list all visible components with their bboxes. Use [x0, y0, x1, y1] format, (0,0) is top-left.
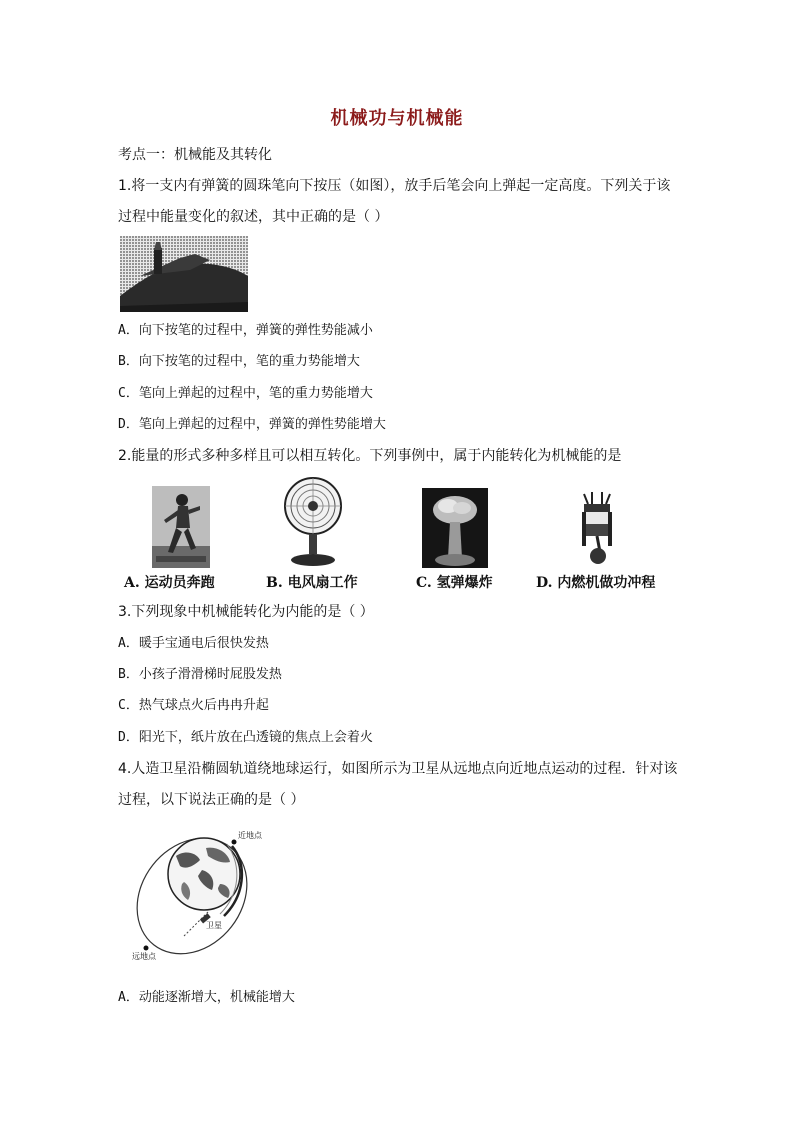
q1-option-b: B．向下按笔的过程中，笔的重力势能增大 — [118, 354, 360, 369]
q1-option-d: D．笔向上弹起的过程中，弹簧的弹性势能增大 — [118, 417, 386, 432]
q2-stem: 2.能量的形式多种多样且可以相互转化。下列事例中，属于内能转化为机械能的是 — [118, 448, 622, 464]
q3-option-a: A．暖手宝通电后很快发热 — [118, 636, 269, 651]
q4-stem-line1: 4.人造卫星沿椭圆轨道绕地球运行，如图所示为卫星从远地点向近地点运动的过程．针对该 — [118, 761, 678, 777]
q1-option-a: A．向下按笔的过程中，弹簧的弹性势能减小 — [118, 323, 373, 338]
q1-stem-line1: 1.将一支内有弹簧的圆珠笔向下按压（如图），放手后笔会向上弹起一定高度。下列关于该 — [118, 178, 671, 194]
q1-pen-photo — [120, 236, 248, 312]
q2-engine-diagram — [576, 490, 618, 568]
q4-orbit-diagram — [124, 826, 274, 962]
page-title: 机械功与机械能 — [330, 108, 464, 129]
apogee-label: 远地点 — [132, 952, 156, 961]
q2-runner-photo — [152, 486, 210, 568]
q3-option-b: B．小孩子滑滑梯时屁股发热 — [118, 667, 282, 682]
q4-stem-line2: 过程，以下说法正确的是（ ） — [118, 792, 305, 808]
q2-caption-b: B. 电风扇工作 — [266, 575, 358, 591]
q1-stem-line2: 过程中能量变化的叙述，其中正确的是（ ） — [118, 209, 389, 225]
perigee-label: 近地点 — [238, 831, 262, 840]
q2-fan-photo — [278, 476, 348, 568]
q2-caption-c: C. 氢弹爆炸 — [416, 575, 493, 591]
section-heading: 考点一：机械能及其转化 — [118, 147, 272, 163]
q2-caption-a: A. 运动员奔跑 — [124, 575, 215, 591]
satellite-label: 卫星 — [206, 921, 222, 930]
q1-option-c: C．笔向上弹起的过程中，笔的重力势能增大 — [118, 386, 373, 401]
q3-option-d: D．阳光下，纸片放在凸透镜的焦点上会着火 — [118, 730, 373, 745]
q2-caption-d: D. 内燃机做功冲程 — [536, 575, 656, 591]
q3-option-c: C．热气球点火后冉冉升起 — [118, 698, 269, 713]
q4-option-a: A．动能逐渐增大，机械能增大 — [118, 990, 295, 1005]
q3-stem: 3.下列现象中机械能转化为内能的是（ ） — [118, 604, 374, 620]
q2-explosion-photo — [422, 488, 488, 568]
